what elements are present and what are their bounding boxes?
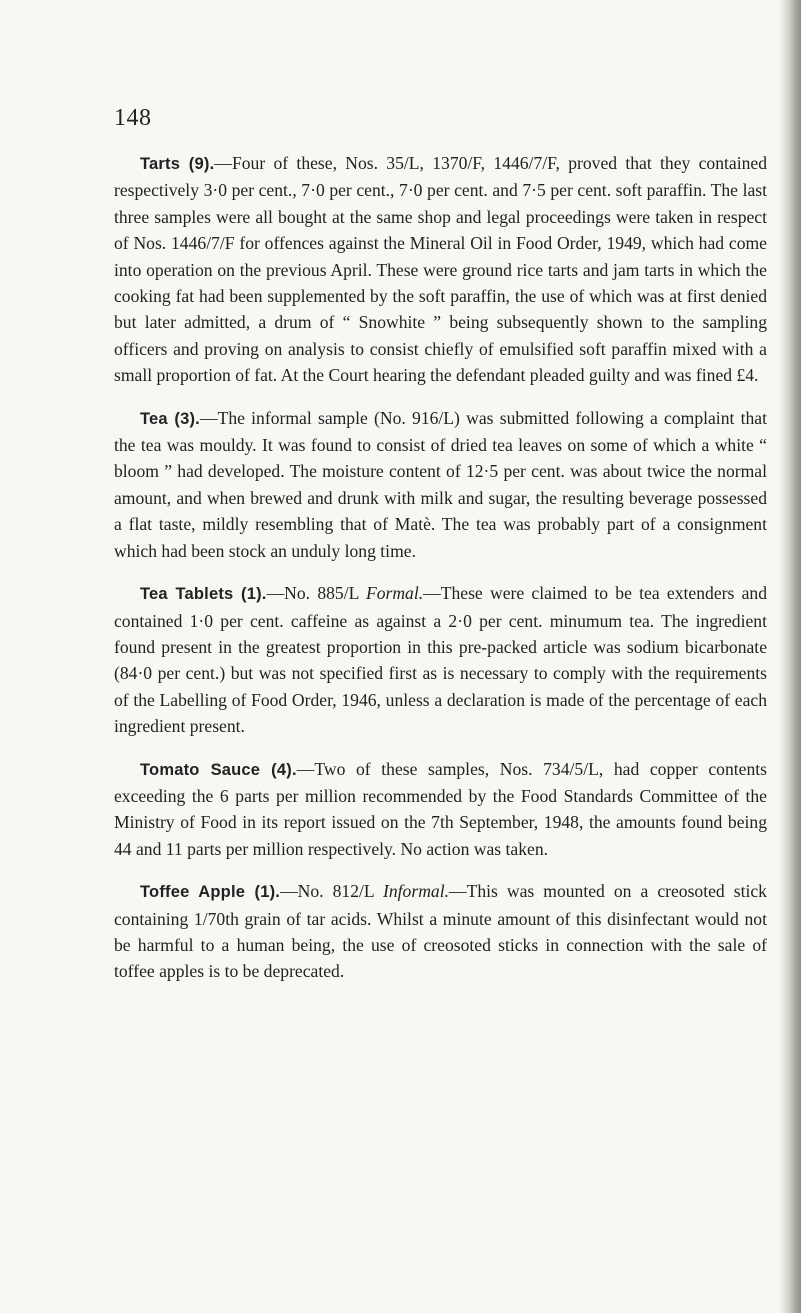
document-body	[114, 150, 767, 1001]
section-tomato-sauce	[114, 756, 767, 863]
section-heading: Tea Tablets (1).	[140, 585, 267, 604]
section-tea	[114, 405, 767, 564]
section-text: —These were claimed to be tea extenders and contained 1·0 per cent. caffeine as against a 2·0 per cent. minumum tea. The ingredient found present in the greatest proportion in this pre-packed article was sodium bicarbonate (84·0 per cent.) but was not specified first as is necessary to comply with the requirements of the Labelling of Food Order, 1946, unless a declaration is made of the percentage of each ingredient present.	[114, 583, 767, 737]
section-lead: —No. 885/L	[266, 583, 366, 604]
section-lead-italic: Formal.	[365, 583, 424, 604]
section-heading: Tomato Sauce (4).	[140, 760, 297, 779]
section-lead-italic: Informal.	[383, 881, 449, 902]
section-heading: Tea (3).	[140, 409, 200, 428]
page-number: 148	[114, 105, 152, 131]
section-lead: —No. 812/L	[280, 881, 383, 902]
section-tea-tablets	[114, 580, 767, 739]
section-text: —Four of these, Nos. 35/L, 1370/F, 1446/7/F, proved that they contained respectively 3·0 per cent., 7·0 per cent., 7·0 per cent. and 7·5 per cent. soft paraffin. The last three samples were all bought at the same shop and legal proceedings were taken in respect of Nos. 1446/7/F for offences against the Mineral Oil in Food Order, 1949, which had come into operation on the previous April. These were ground rice tarts and jam tarts in which the cooking fat had been supplemented by the soft paraffin, the use of which was at first denied but later admitted, a drum of “ Snowhite ” being subsequently shown to the sampling officers and proving on analysis to consist chiefly of emulsified soft paraffin mixed with a small proportion of fat. At the Court hearing the defendant pleaded guilty and was fined £4.	[114, 153, 767, 386]
section-heading: Toffee Apple (1).	[140, 883, 281, 902]
section-text: —Two of these samples, Nos. 734/5/L, had copper contents exceeding the 6 parts per million recommended by the Food Standards Committee of the Ministry of Food in its report issued on the 7th September, 1948, the amounts found being 44 and 11 parts per million respectively. No action was taken.	[114, 758, 767, 859]
section-tarts	[114, 150, 767, 389]
section-text: —This was mounted on a creosoted stick containing 1/70th grain of tar acids. Whilst a minute amount of this disinfectant would not be harmful to a human being, the use of creosoted sticks in connection with the sale of toffee apples is to be deprecated.	[114, 881, 767, 982]
section-heading: Tarts (9).	[140, 155, 215, 173]
page-edge-shadow	[779, 0, 801, 1313]
section-toffee-apple	[114, 878, 767, 985]
section-text: —The informal sample (No. 916/L) was submitted following a complaint that the tea was mouldy. It was found to consist of dried tea leaves on some of which a white “ bloom ” had developed. The moisture content of 12·5 per cent. was about twice the normal amount, and when brewed and drunk with milk and sugar, the resulting beverage possessed a flat taste, mildly resembling that of Matè. The tea was probably part of a consignment which had been stock an unduly long time.	[114, 407, 767, 561]
